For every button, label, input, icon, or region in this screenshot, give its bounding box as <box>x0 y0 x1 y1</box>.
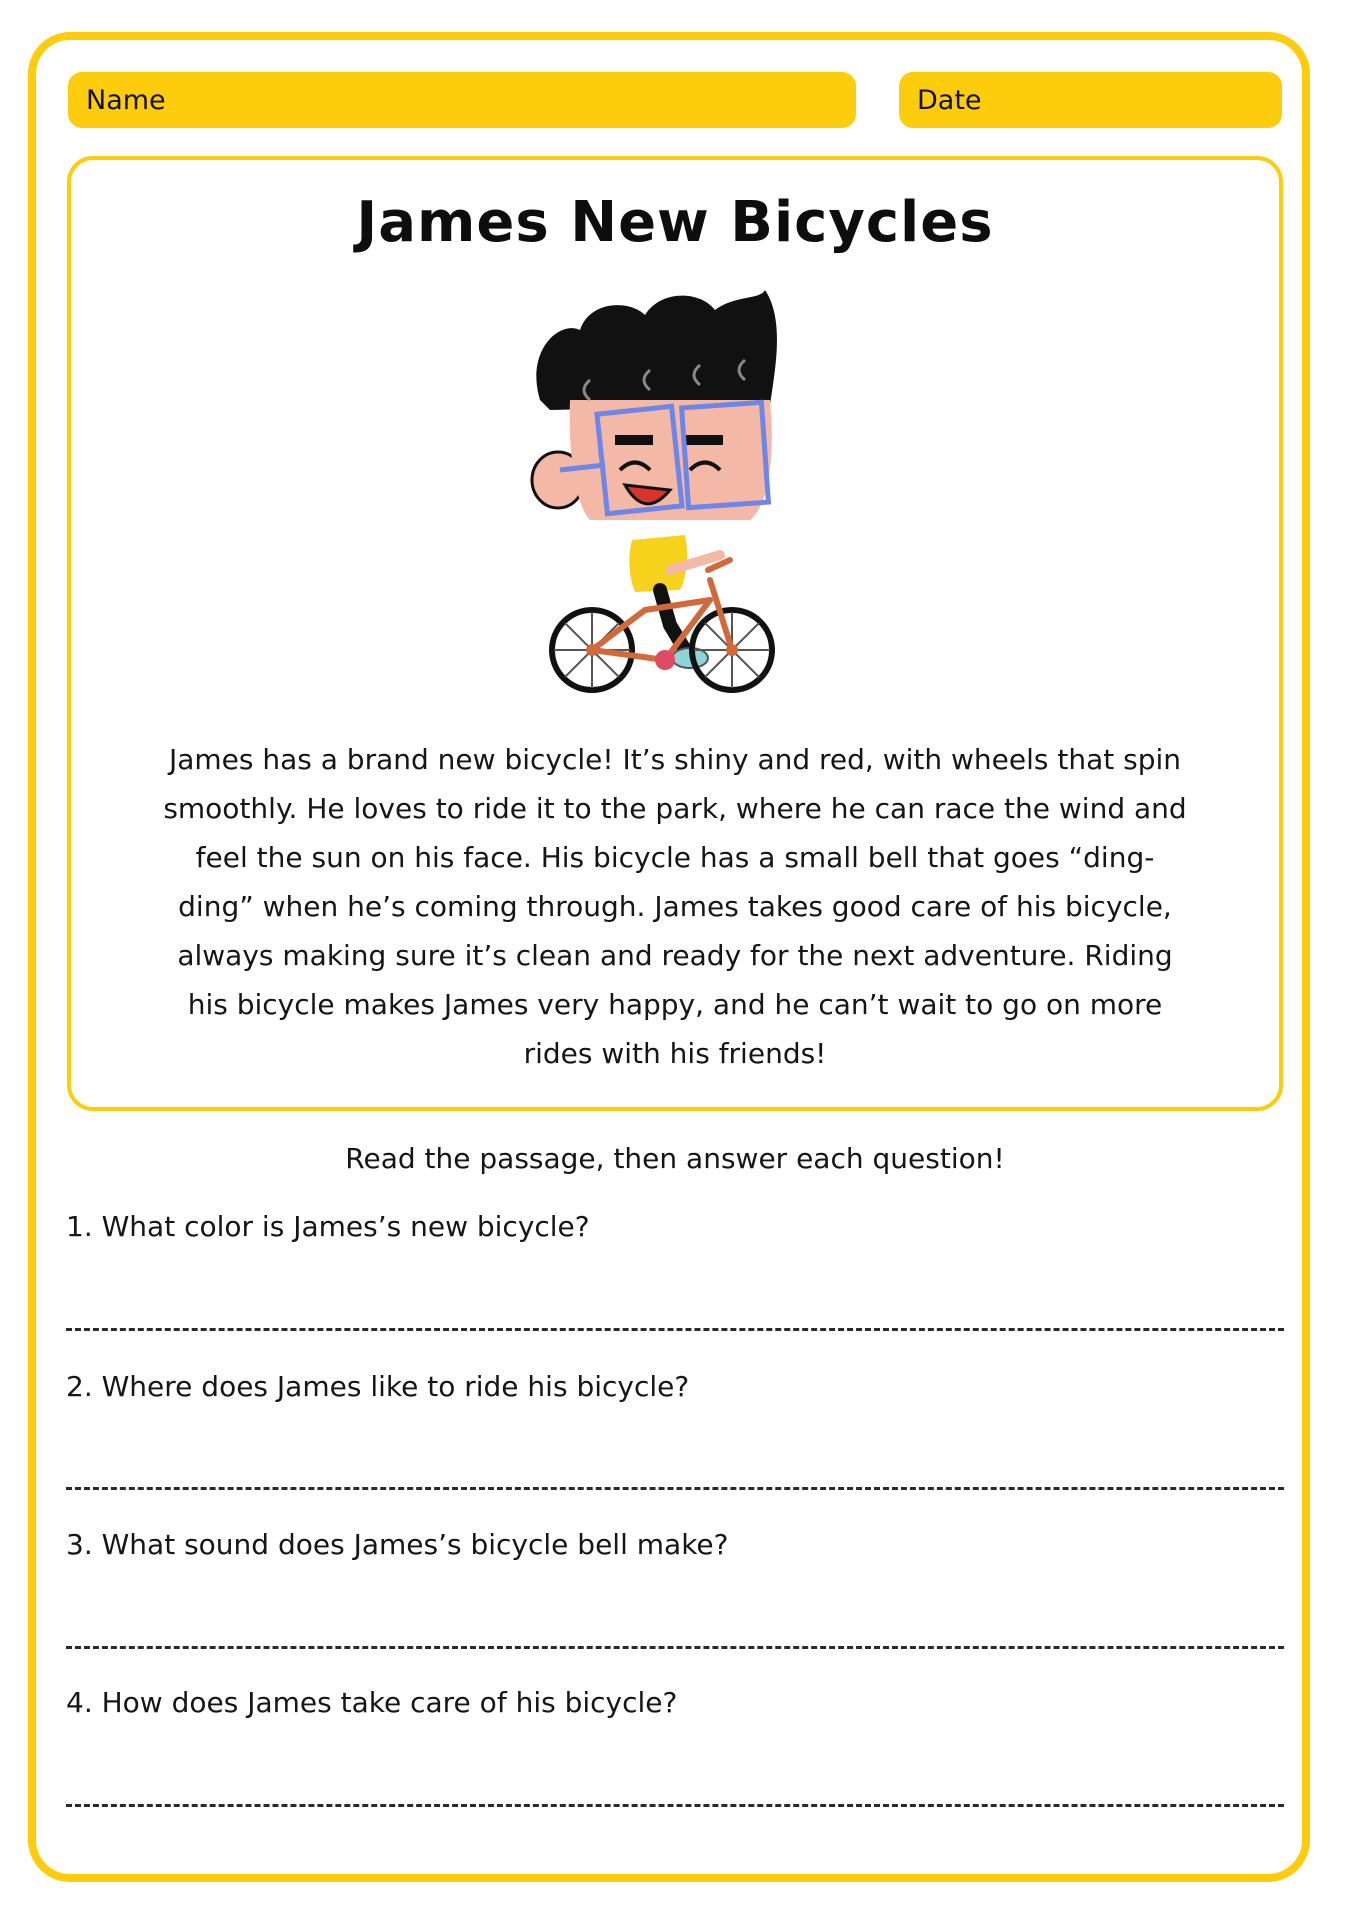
answer-line-2[interactable] <box>66 1487 1284 1490</box>
answer-line-4[interactable] <box>66 1804 1284 1807</box>
boy-riding-bicycle-icon <box>520 280 820 710</box>
question-2: 2. Where does James like to ride his bicycle? <box>66 1370 690 1403</box>
question-1: 1. What color is James’s new bicycle? <box>66 1210 590 1243</box>
answer-line-3[interactable] <box>66 1646 1284 1649</box>
name-field[interactable] <box>68 72 856 128</box>
passage-text: James has a brand new bicycle! It’s shiny and red, with wheels that spin smoothly. He loves to ride it to the park, where he can race the wind and feel the sun on his face. His bicycle has a small bell that goes “ding-ding” when he’s coming through. James takes good care of his bicycle, always making sure it’s clean and ready for the next adventure. Riding his bicycle makes James very happy, and he can’t wait to go on more rides with his friends! <box>163 743 1187 1070</box>
question-3: 3. What sound does James’s bicycle bell make? <box>66 1528 729 1561</box>
answer-line-1[interactable] <box>66 1328 1284 1331</box>
instructions: Read the passage, then answer each question! <box>345 1142 1005 1175</box>
date-label: Date <box>917 84 982 116</box>
date-field[interactable] <box>899 72 1282 128</box>
question-4: 4. How does James take care of his bicycle? <box>66 1686 678 1719</box>
name-label: Name <box>86 84 166 116</box>
passage-title: James New Bicycles <box>356 190 994 255</box>
